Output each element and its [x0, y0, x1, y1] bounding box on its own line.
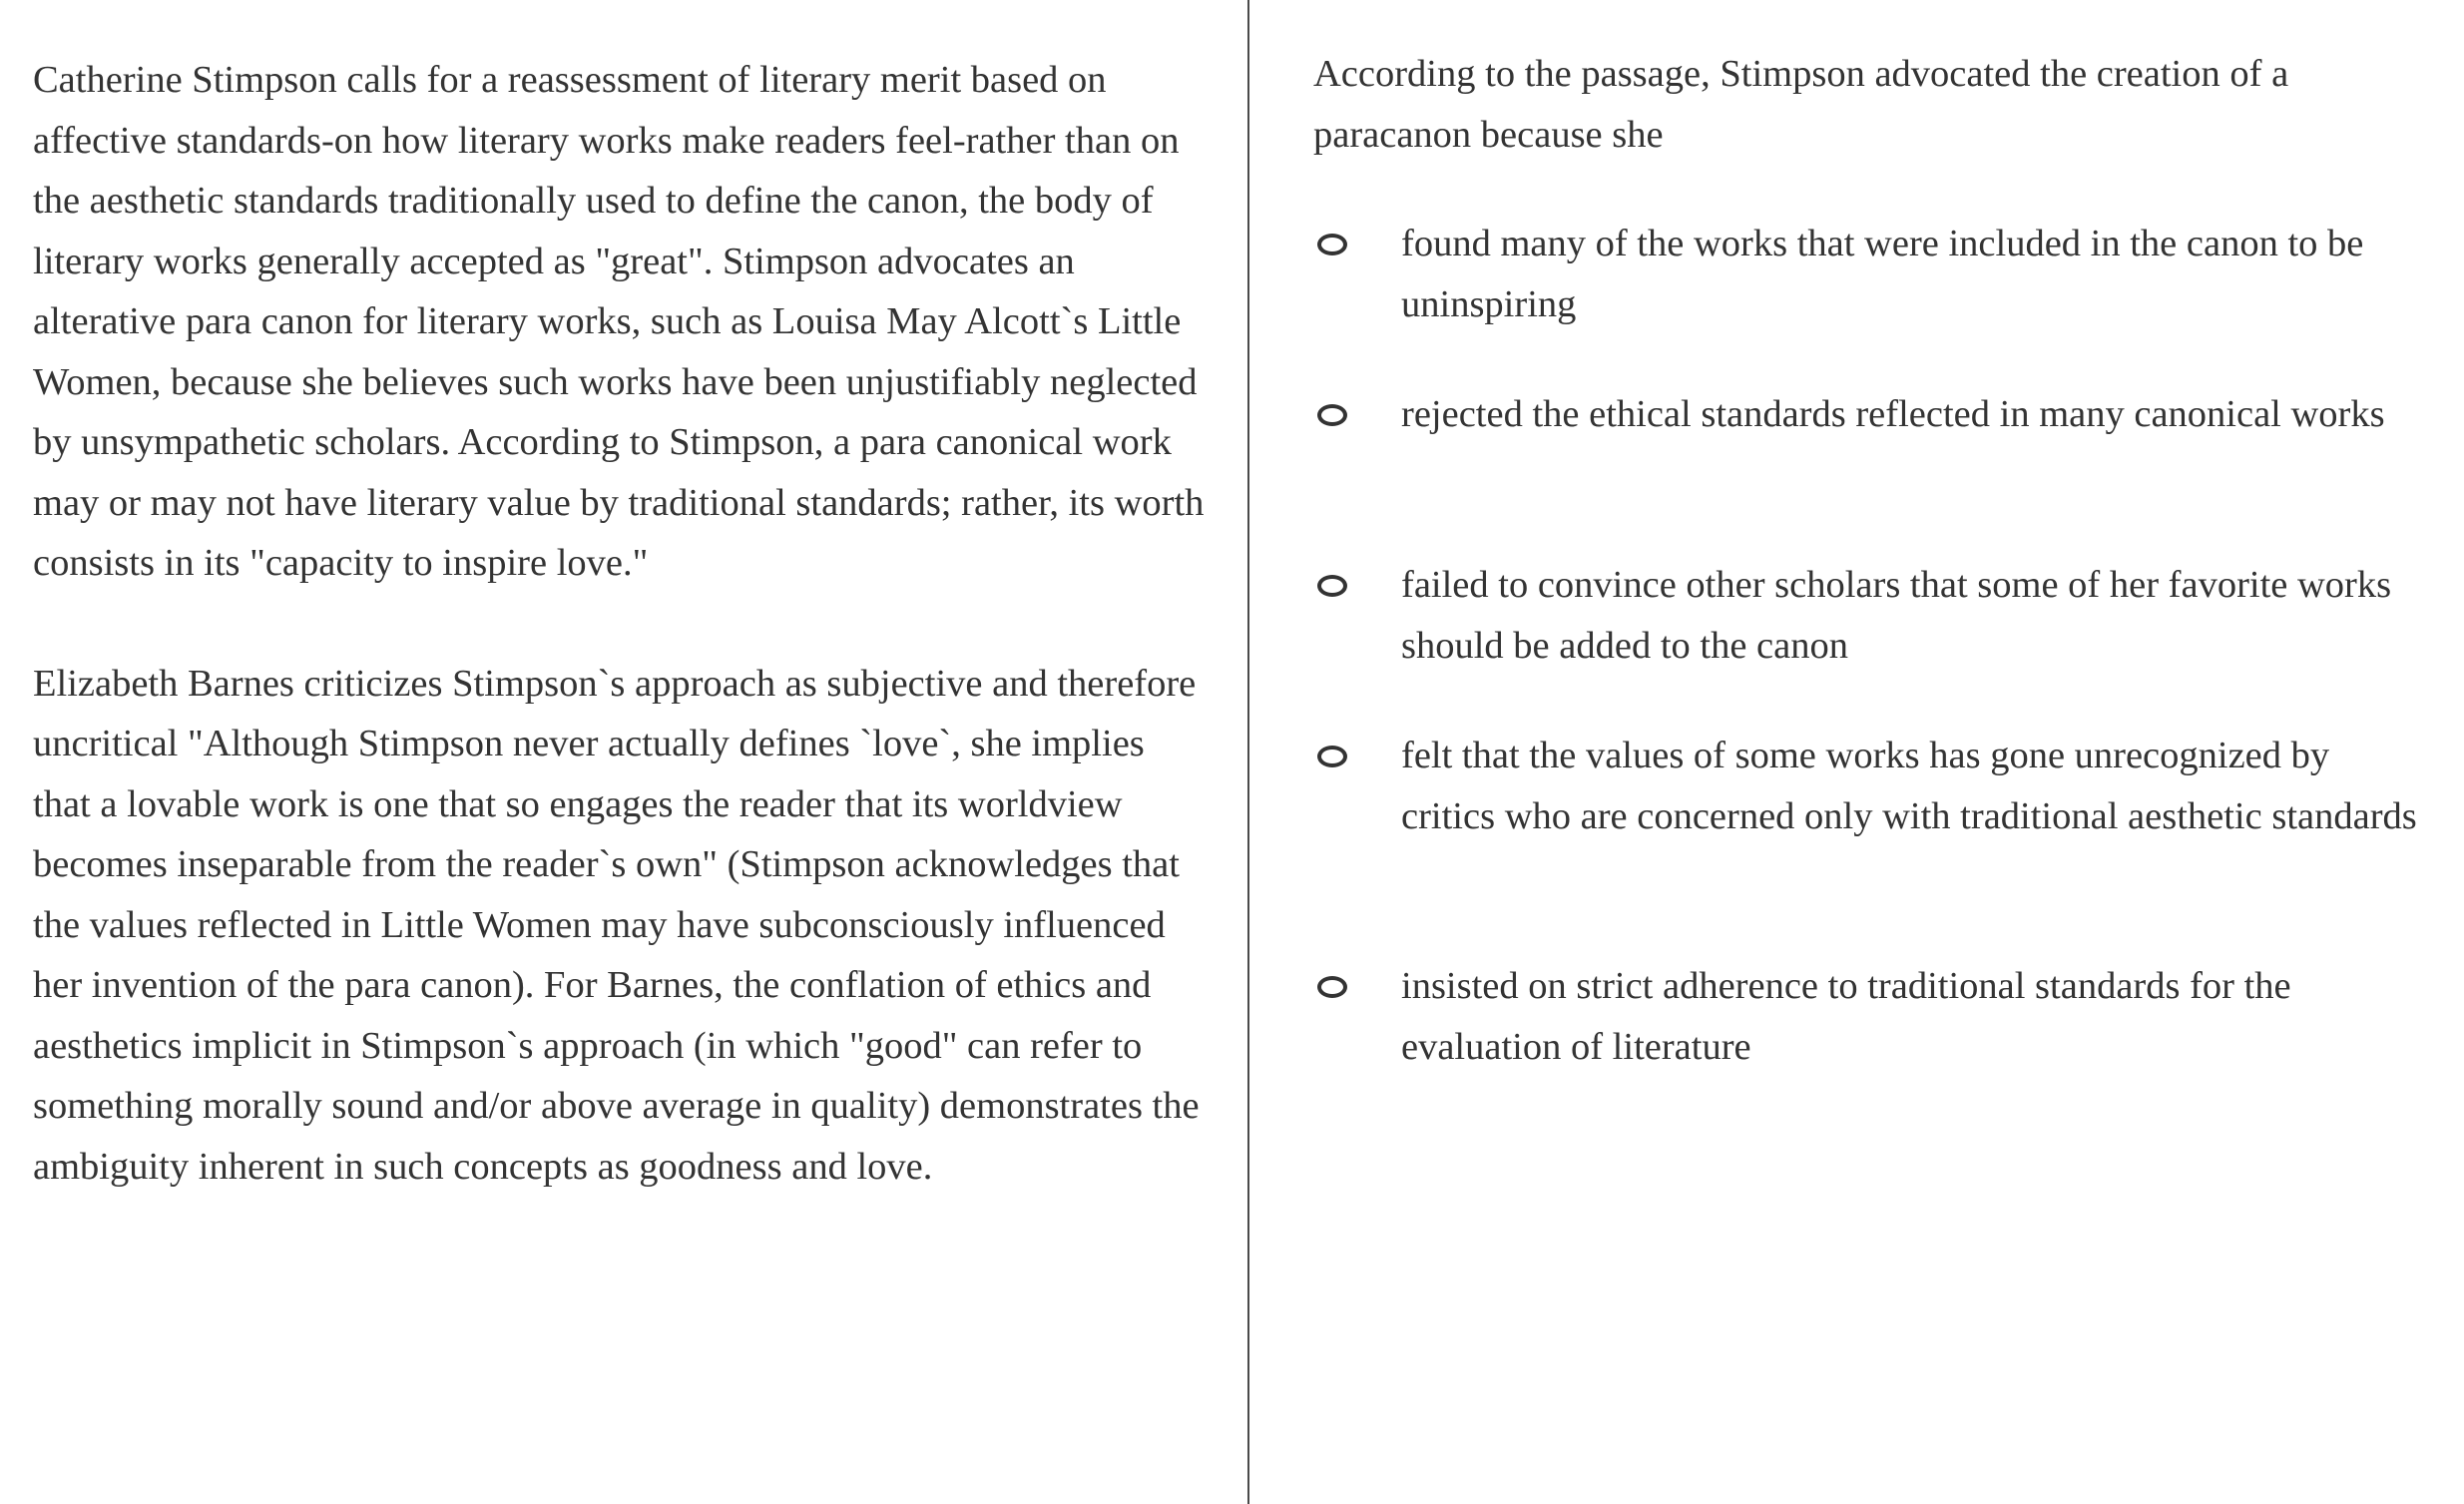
question-stem: According to the passage, Stimpson advocated the creation of a paracanon because she: [1313, 53, 2289, 156]
choice-label[interactable]: found many of the works that were included in the canon to be uninspiring: [1401, 223, 2364, 325]
passage-paragraph-2: Elizabeth Barnes criticizes Stimpson`s approach as subjective and therefore uncritical "Although Stimpson never actually defines `love`, she implies that a lovable work is one that so engages the reader that its worldview becomes inseparable from the reader`s own" (Stimpson acknowledges that the values reflected in Little Women may have subconsciously influenced her invention of the para canon). For Barnes, the conflation of ethics and aesthetics implicit in Stimpson`s approach (in which "good" can refer to something morally sound and/or above average in quality) demonstrates the ambiguity inherent in such concepts as goodness and love.: [33, 662, 1200, 1188]
pane-divider[interactable]: [1247, 0, 1249, 1504]
choice-label[interactable]: felt that the values of some works has gone unrecognized by critics who are concerned only with traditional aesthetic standards: [1401, 735, 2417, 837]
radio-button[interactable]: [1317, 234, 1347, 255]
choice-label[interactable]: insisted on strict adherence to traditional standards for the evaluation of literature: [1401, 965, 2291, 1068]
choice-label[interactable]: failed to convince other scholars that some of her favorite works should be added to the canon: [1401, 564, 2392, 667]
radio-button[interactable]: [1317, 575, 1347, 597]
radio-button[interactable]: [1317, 746, 1347, 767]
choice-label[interactable]: rejected the ethical standards reflected in many canonical works: [1401, 393, 2385, 435]
reading-passage: [33, 50, 1206, 1256]
radio-button[interactable]: [1317, 976, 1347, 998]
passage-paragraph-1: Catherine Stimpson calls for a reassessment of literary merit based on affective standards-on how literary works make readers feel-rather than on the aesthetic standards traditionally used to define the canon, the body of literary works generally accepted as "great". Stimpson advocates an alterative para canon for literary works, such as Louisa May Alcott`s Little Women, because she believes such works have been unjustifiably neglected by unsympathetic scholars. According to Stimpson, a para canonical work may or may not have literary value by traditional standards; rather, its worth consists in its "capacity to inspire love.": [33, 59, 1205, 584]
radio-button[interactable]: [1317, 404, 1347, 426]
question-panel: [1313, 44, 2431, 1068]
